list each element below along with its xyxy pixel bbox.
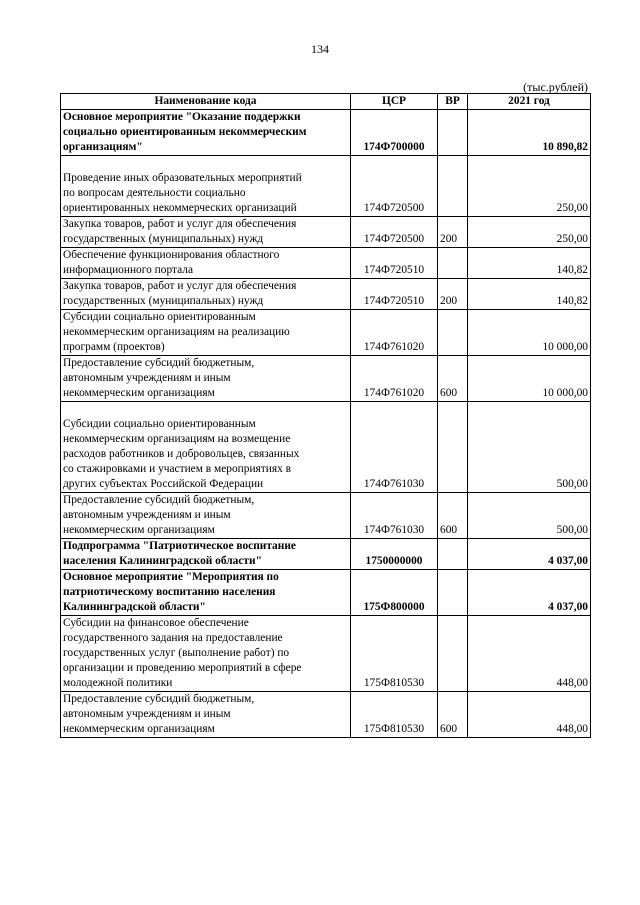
row-name-cell xyxy=(61,217,351,248)
row-name-line: населения Калининградской области" xyxy=(63,555,262,567)
row-name-line: Закупка товаров, работ и услуг для обеспечения xyxy=(63,280,297,292)
row-vr-cell xyxy=(438,539,468,570)
row-vr-cell xyxy=(438,570,468,616)
row-amount-cell: 140,82 xyxy=(468,248,591,279)
row-name-cell xyxy=(61,356,351,402)
row-csr-cell: 175Ф810530 xyxy=(351,692,438,738)
row-name-line: Предоставление субсидий бюджетным, xyxy=(63,494,255,506)
row-name-line: Калининградской области" xyxy=(63,601,206,613)
row-name-line: автономным учреждениям и иным xyxy=(63,372,231,384)
row-amount-cell: 10 890,82 xyxy=(468,110,591,156)
row-vr-cell xyxy=(438,248,468,279)
row-csr-cell: 175Ф810530 xyxy=(351,616,438,692)
table-row xyxy=(61,356,591,402)
units-label: (тыс.рублей) xyxy=(523,80,588,94)
row-name-line: государственного задания на предоставление xyxy=(63,632,283,644)
row-name-cell xyxy=(61,110,351,156)
row-name-cell xyxy=(61,570,351,616)
table-row xyxy=(61,570,591,616)
row-vr-cell xyxy=(438,616,468,692)
table-row xyxy=(61,310,591,356)
row-name-line xyxy=(63,156,348,171)
row-amount-cell: 4 037,00 xyxy=(468,539,591,570)
row-name-cell xyxy=(61,248,351,279)
row-csr-cell: 174Ф761030 xyxy=(351,402,438,493)
row-amount-cell: 10 000,00 xyxy=(468,310,591,356)
row-name-line: автономным учреждениям и иным xyxy=(63,708,231,720)
row-amount-cell: 250,00 xyxy=(468,217,591,248)
row-name-cell xyxy=(61,279,351,310)
row-vr-cell: 200 xyxy=(438,217,468,248)
row-name-line: некоммерческим организациям на реализацию xyxy=(63,326,290,338)
row-amount-cell: 448,00 xyxy=(468,692,591,738)
row-name-line: организации и проведению мероприятий в сфере xyxy=(63,662,302,674)
row-name-line: Основное мероприятие "Оказание поддержки xyxy=(63,111,301,123)
table-row xyxy=(61,402,591,493)
row-name-line: Субсидии социально ориентированным xyxy=(63,418,256,430)
table-row xyxy=(61,539,591,570)
row-name-line: некоммерческим организациям xyxy=(63,387,215,399)
row-name-cell xyxy=(61,692,351,738)
table-row xyxy=(61,217,591,248)
row-name-cell xyxy=(61,616,351,692)
row-name-line: расходов работников и добровольцев, связанных xyxy=(63,448,300,460)
row-name-cell xyxy=(61,310,351,356)
table-row xyxy=(61,279,591,310)
row-name-line: Предоставление субсидий бюджетным, xyxy=(63,357,255,369)
table-row xyxy=(61,248,591,279)
table-body xyxy=(61,110,591,738)
row-name-cell xyxy=(61,402,351,493)
row-name-line: программ (проектов) xyxy=(63,341,165,353)
row-csr-cell: 1750000000 xyxy=(351,539,438,570)
row-name-line: Предоставление субсидий бюджетным, xyxy=(63,693,255,705)
row-name-line: по вопросам деятельности социально xyxy=(63,187,246,199)
row-vr-cell: 200 xyxy=(438,279,468,310)
row-csr-cell: 174Ф761020 xyxy=(351,356,438,402)
column-header-vr: ВР xyxy=(438,94,468,110)
row-csr-cell: 174Ф700000 xyxy=(351,110,438,156)
row-amount-cell: 500,00 xyxy=(468,493,591,539)
row-name-line: патриотическому воспитанию населения xyxy=(63,586,276,598)
row-amount-cell: 250,00 xyxy=(468,156,591,217)
row-name-line xyxy=(63,402,348,417)
row-name-line: информационного портала xyxy=(63,264,194,276)
row-name-line: Закупка товаров, работ и услуг для обеспечения xyxy=(63,218,297,230)
row-name-line: государственных (муниципальных) нужд xyxy=(63,295,264,307)
table-row xyxy=(61,692,591,738)
row-vr-cell: 600 xyxy=(438,493,468,539)
row-vr-cell xyxy=(438,110,468,156)
row-name-line: Субсидии на финансовое обеспечение xyxy=(63,617,249,629)
row-amount-cell: 448,00 xyxy=(468,616,591,692)
row-csr-cell: 175Ф800000 xyxy=(351,570,438,616)
row-amount-cell: 500,00 xyxy=(468,402,591,493)
row-vr-cell: 600 xyxy=(438,692,468,738)
row-name-line: социально ориентированным некоммерческим xyxy=(63,126,307,138)
row-name-line: Субсидии социально ориентированным xyxy=(63,311,256,323)
table-row xyxy=(61,156,591,217)
row-name-line: автономным учреждениям и иным xyxy=(63,509,231,521)
row-name-line: Основное мероприятие "Мероприятия по xyxy=(63,571,279,583)
row-vr-cell: 600 xyxy=(438,356,468,402)
column-header-name: Наименование кода xyxy=(61,94,351,110)
row-csr-cell: 174Ф761020 xyxy=(351,310,438,356)
row-amount-cell: 4 037,00 xyxy=(468,570,591,616)
row-name-line: некоммерческим организациям на возмещение xyxy=(63,433,291,445)
row-vr-cell xyxy=(438,156,468,217)
page-number: 134 xyxy=(311,42,329,56)
row-amount-cell: 10 000,00 xyxy=(468,356,591,402)
row-name-line: со стажировками и участием в мероприятиях в xyxy=(63,463,292,475)
row-vr-cell xyxy=(438,310,468,356)
row-name-line: Подпрограмма "Патриотическое воспитание xyxy=(63,540,296,552)
row-name-cell xyxy=(61,493,351,539)
column-header-csr: ЦСР xyxy=(351,94,438,110)
table-row xyxy=(61,493,591,539)
row-name-line: организациям" xyxy=(63,141,143,153)
row-csr-cell: 174Ф761030 xyxy=(351,493,438,539)
row-name-cell xyxy=(61,539,351,570)
row-amount-cell: 140,82 xyxy=(468,279,591,310)
budget-table xyxy=(60,93,591,738)
table-row xyxy=(61,616,591,692)
row-csr-cell: 174Ф720500 xyxy=(351,156,438,217)
row-vr-cell xyxy=(438,402,468,493)
row-csr-cell: 174Ф720510 xyxy=(351,248,438,279)
row-name-line: ориентированных некоммерческих организаций xyxy=(63,202,297,214)
row-name-line: Обеспечение функционирования областного xyxy=(63,249,280,261)
row-name-line: государственных услуг (выполнение работ) по xyxy=(63,647,290,659)
row-name-line: некоммерческим организациям xyxy=(63,524,215,536)
row-name-line: некоммерческим организациям xyxy=(63,723,215,735)
row-csr-cell: 174Ф720510 xyxy=(351,279,438,310)
row-name-line: других субъектах Российской Федерации xyxy=(63,478,264,490)
row-csr-cell: 174Ф720500 xyxy=(351,217,438,248)
table-row xyxy=(61,110,591,156)
row-name-cell xyxy=(61,156,351,217)
row-name-line: молодежной политики xyxy=(63,677,173,689)
row-name-line: государственных (муниципальных) нужд xyxy=(63,233,264,245)
table-header-row xyxy=(61,94,591,110)
column-header-year: 2021 год xyxy=(468,94,591,110)
row-name-line: Проведение иных образовательных мероприятий xyxy=(63,172,302,184)
